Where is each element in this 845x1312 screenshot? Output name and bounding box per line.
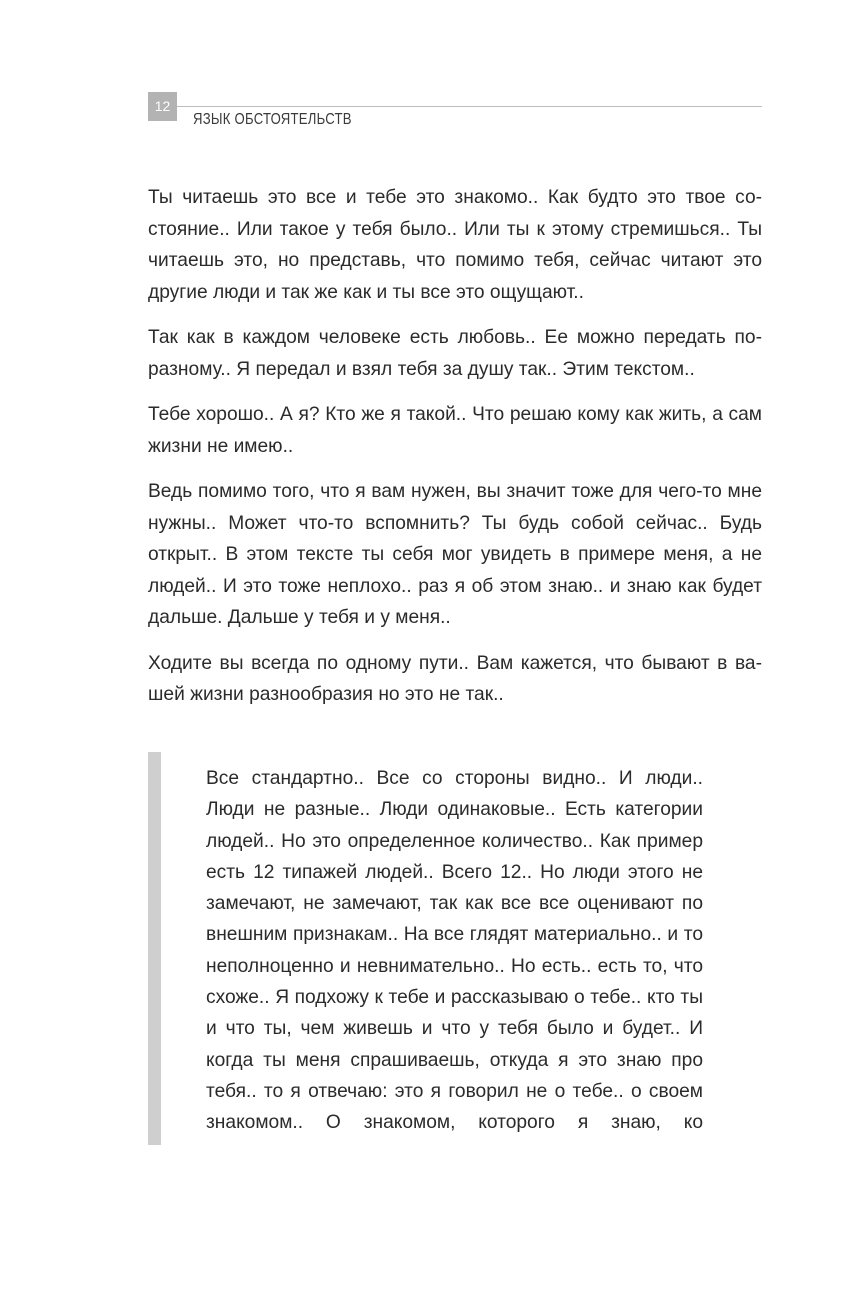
header-rule <box>148 106 762 107</box>
page-number: 12 <box>148 92 177 121</box>
paragraph: Ты читаешь это все и тебе это знакомо.. Как будто это твое состояние.. Или такое у тебя было.. Или ты к этому стремишься.. Ты читаешь это, но представь, что помимо тебя, сейчас читают это другие люди и так же как и ты все это ощущают.. <box>148 187 762 303</box>
block-quote <box>206 763 703 1139</box>
paragraph: Ведь помимо того, что я вам нужен, вы значит тоже для чего-то мне нужны.. Может что-то вспомнить? Ты будь собой сейчас.. Будь открыт.. В этом тексте ты себя мог увидеть в примере меня, а не людей.. И это тоже неплохо.. раз я об этом знаю.. и знаю как будет дальше. Дальше у тебя и у меня.. <box>148 481 762 628</box>
paragraph: Ходите вы всегда по одному пути.. Вам кажется, что бывают в вашей жизни разнообразия но это не так.. <box>148 652 762 705</box>
body-text <box>148 182 762 725</box>
quote-bar <box>148 752 161 1145</box>
paragraph: Так как в каждом человеке есть любовь.. Ее можно передать по-разному.. Я передал и взял тебя за душу так.. Этим текстом.. <box>148 327 762 380</box>
paragraph: Тебе хорошо.. А я? Кто же я такой.. Что решаю кому как жить, а сам жизни не имею.. <box>148 404 762 457</box>
running-title: ЯЗЫК ОБСТОЯТЕЛЬСТВ <box>193 111 352 128</box>
quote-paragraph: Все стандартно.. Все со стороны видно.. И люди.. Люди не разные.. Люди одинаковые.. Есть категории людей.. Но это определенное количество.. Как пример есть 12 типажей людей.. Всего 12.. Но люди этого не замечают, не замечают, так как все все оценивают по внешним признакам.. На все глядят материально.. и то неполноценно и невнимательно.. Но есть.. есть то, что схоже.. Я подхожу к тебе и рассказываю о тебе.. кто ты и что ты, чем живешь и что у тебя было и будет.. И когда ты меня спрашиваешь, откуда я это знаю про тебя.. то я отвечаю: это я говорил не о тебе.. о своем знакомом.. О знакомом, которого я знаю, ко <box>206 768 703 1134</box>
